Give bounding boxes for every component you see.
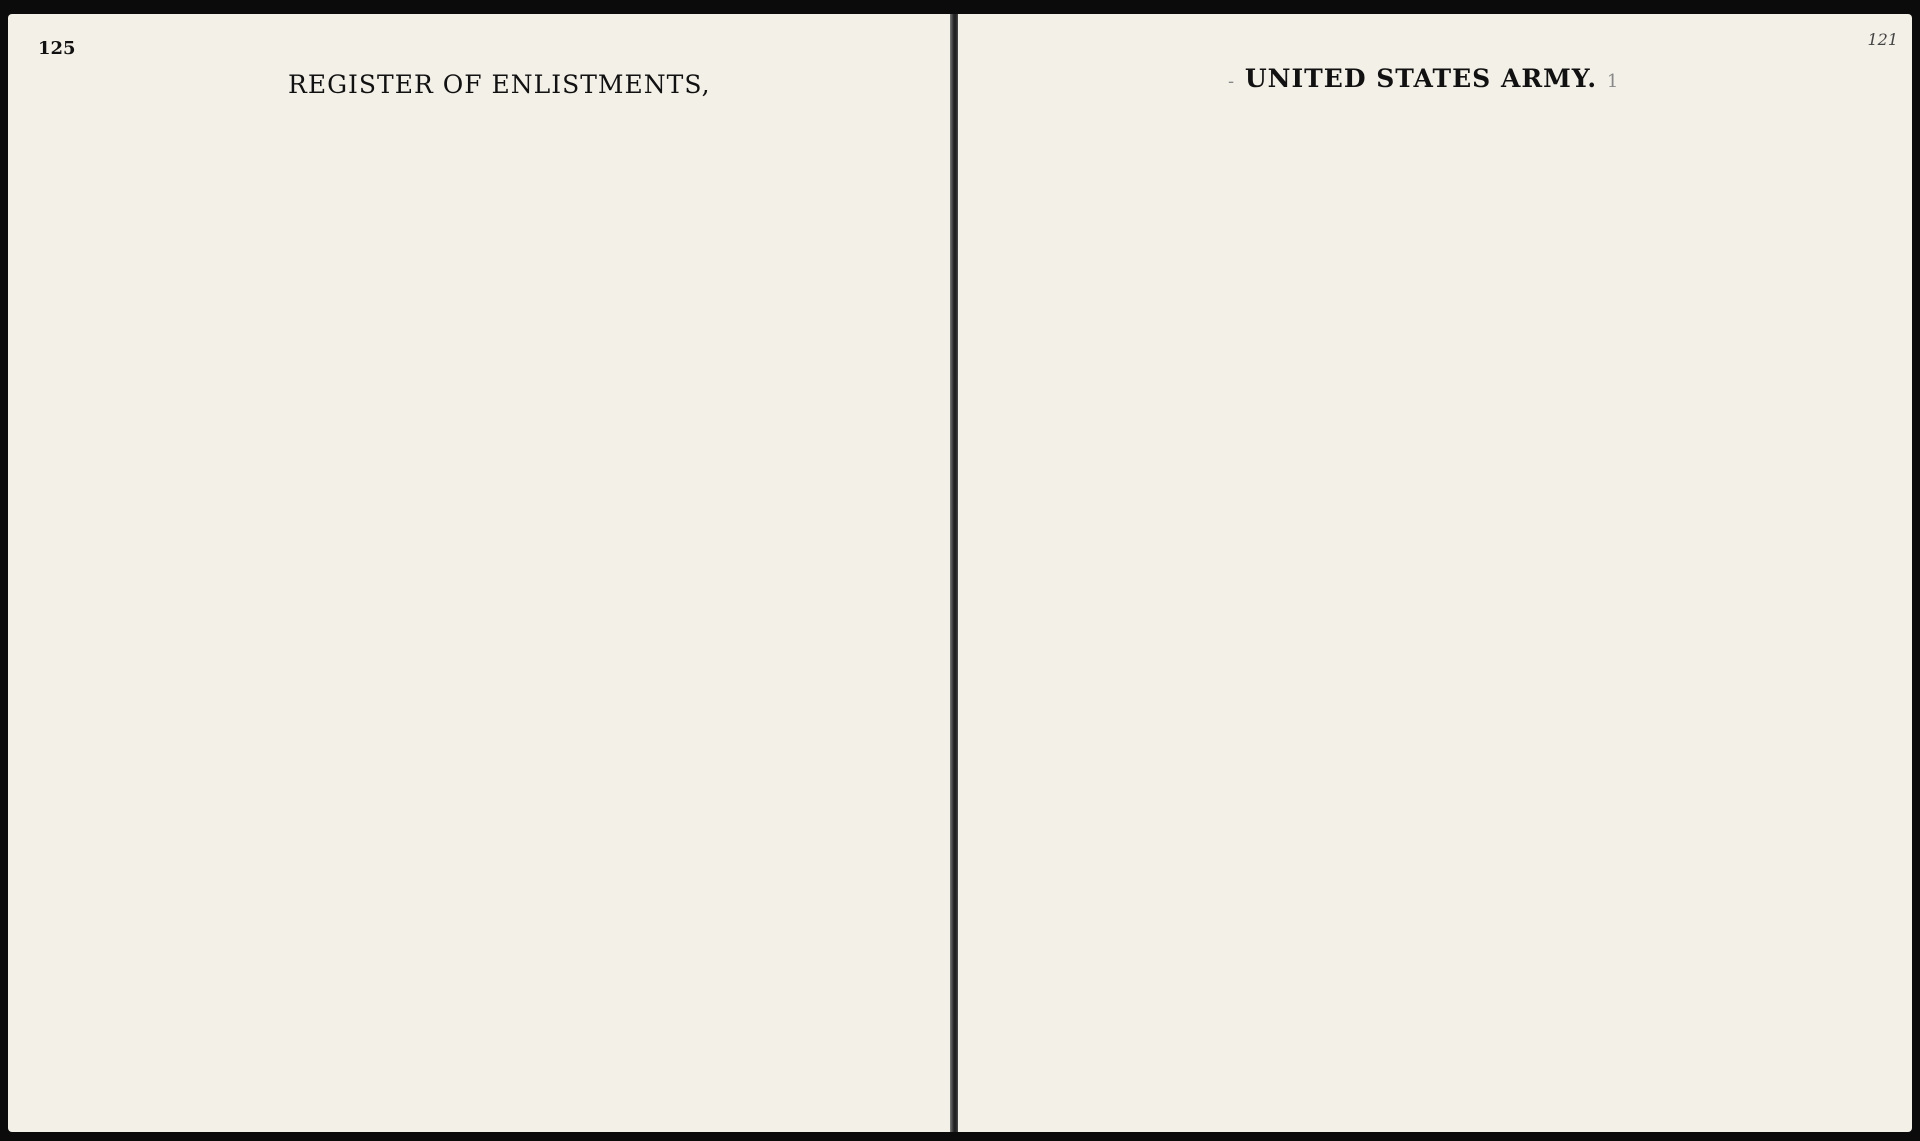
page-title: REGISTER OF ENLISTMENTS,: [288, 70, 711, 99]
title-text: UNITED STATES ARMY.: [1244, 64, 1598, 93]
register-book: [8, 14, 1912, 1132]
title-left-mark: -: [1228, 71, 1236, 92]
title-right-mark: 1: [1606, 71, 1620, 92]
page-number: 125: [38, 38, 76, 59]
page-number: 121: [1867, 30, 1898, 49]
right-page: [958, 14, 1912, 1132]
left-page: [8, 14, 952, 1132]
page-title: [1228, 64, 1619, 93]
